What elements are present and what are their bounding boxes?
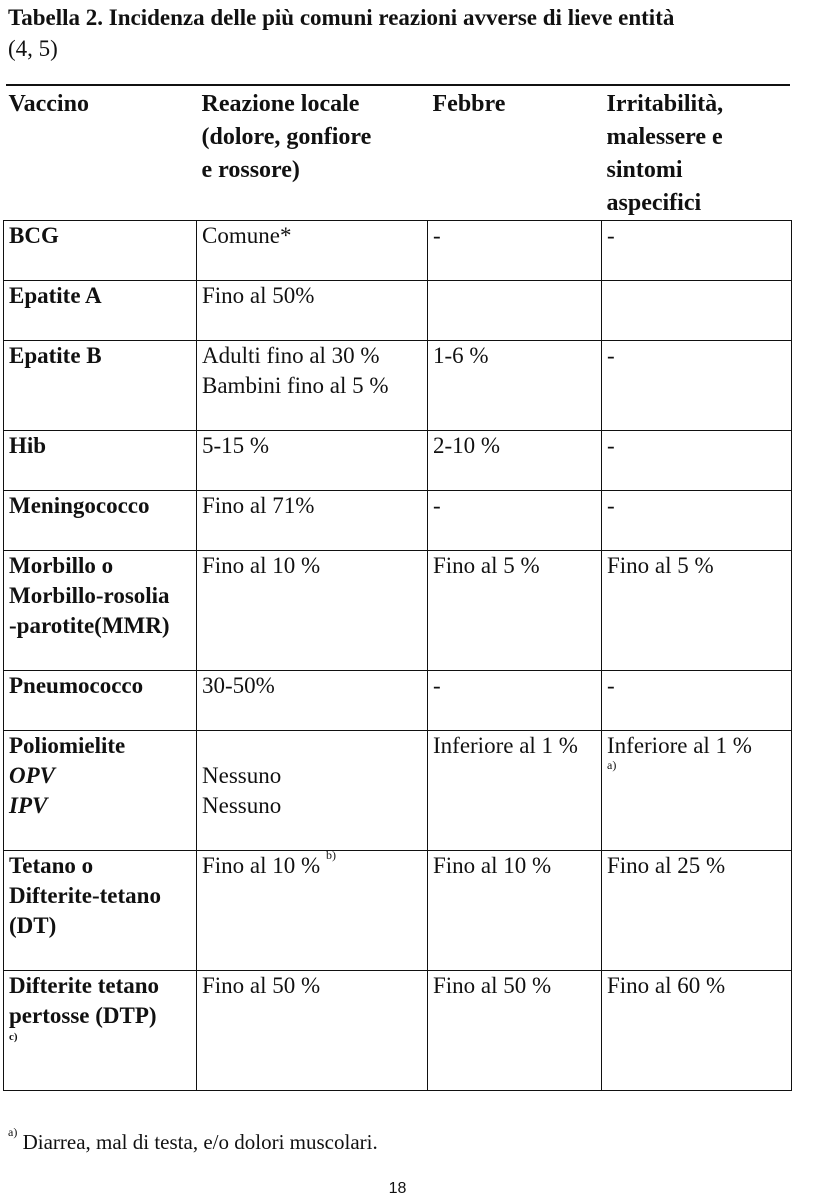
cell-irrit: [602, 281, 792, 341]
header-local-line: e rossore): [201, 157, 300, 183]
irrit-line: Fino al 5 %: [607, 553, 714, 578]
fever-line: -: [433, 493, 441, 518]
vaccine-line: BCG: [9, 223, 59, 248]
header-irrit-line: aspecifici: [606, 190, 702, 216]
irrit-line: -: [607, 493, 615, 518]
table-top-rule: [6, 84, 790, 86]
vaccine-variant: OPV: [9, 763, 55, 788]
local-line: Bambini fino al 5 %: [202, 373, 389, 398]
cell-fever: [428, 851, 602, 971]
vaccine-note-mark: c): [9, 1031, 18, 1043]
table-caption: [8, 2, 798, 64]
cell-vaccine: [4, 281, 197, 341]
cell-fever: [428, 551, 602, 671]
vaccine-line: Epatite B: [9, 343, 102, 368]
cell-vaccine: [4, 221, 197, 281]
cell-local: [197, 731, 428, 851]
table-row: [4, 671, 792, 731]
fever-line: Fino al 5 %: [433, 553, 540, 578]
fever-line: Inferiore al 1 %: [433, 733, 578, 758]
table-row: [4, 221, 792, 281]
footnote-mark: a): [8, 1125, 18, 1139]
cell-fever: [428, 671, 602, 731]
vaccine-line: pertosse (DTP): [9, 1003, 157, 1028]
irrit-line: -: [607, 433, 615, 458]
cell-irrit: [602, 341, 792, 431]
local-line: 30-50%: [202, 673, 275, 698]
fever-line: -: [433, 673, 441, 698]
cell-vaccine: [4, 431, 197, 491]
irrit-line: Fino al 60 %: [607, 973, 726, 998]
table-header-row: [4, 88, 792, 221]
local-line: Fino al 50%: [202, 283, 315, 308]
local-line: Fino al 50 %: [202, 973, 321, 998]
irrit-line: Fino al 25 %: [607, 853, 726, 878]
header-irrit-line: malessere e: [606, 124, 723, 150]
cell-vaccine: [4, 551, 197, 671]
header-local-line: (dolore, gonfiore: [201, 124, 372, 150]
header-irrit-line: sintomi: [606, 157, 683, 183]
cell-vaccine: [4, 731, 197, 851]
cell-local: [197, 281, 428, 341]
local-line: Comune*: [202, 223, 292, 248]
table-row: [4, 341, 792, 431]
local-note-mark: b): [325, 848, 336, 862]
irrit-line: -: [607, 223, 615, 248]
vaccine-line: Tetano o: [9, 853, 94, 878]
cell-irrit: [602, 221, 792, 281]
vaccine-line: Meningococco: [9, 493, 150, 518]
cell-irrit: [602, 851, 792, 971]
cell-fever: [428, 221, 602, 281]
caption-label: Tabella 2.: [8, 5, 104, 30]
vaccine-variant: IPV: [9, 793, 48, 818]
cell-local: [197, 221, 428, 281]
vaccine-line: Morbillo-rosolia: [9, 583, 170, 608]
cell-fever: [428, 491, 602, 551]
local-line: 5-15 %: [202, 433, 270, 458]
cell-vaccine: [4, 971, 197, 1091]
cell-local: [197, 341, 428, 431]
cell-vaccine: [4, 491, 197, 551]
local-line: Fino al 10 %: [202, 553, 321, 578]
table-row: [4, 851, 792, 971]
header-vaccine: Vaccino: [8, 91, 89, 117]
header-local-line: Reazione locale: [201, 91, 360, 117]
fever-line: 1-6 %: [433, 343, 489, 368]
vaccine-line: -parotite(MMR): [9, 613, 170, 638]
irrit-line: -: [607, 343, 615, 368]
table-row: [4, 731, 792, 851]
fever-line: 2-10 %: [433, 433, 501, 458]
local-line: [202, 731, 422, 761]
header-fever: Febbre: [432, 91, 506, 117]
cell-fever: [428, 731, 602, 851]
cell-local: [197, 971, 428, 1091]
cell-fever: [428, 341, 602, 431]
cell-irrit: [602, 491, 792, 551]
irrit-line: -: [607, 673, 615, 698]
page-number: 18: [388, 1180, 407, 1197]
cell-irrit: [602, 971, 792, 1091]
caption-refs: (4, 5): [8, 36, 58, 61]
cell-fever: [428, 281, 602, 341]
cell-irrit: [602, 731, 792, 851]
cell-fever: [428, 431, 602, 491]
table-row: [4, 281, 792, 341]
cell-irrit: [602, 431, 792, 491]
table-row: [4, 971, 792, 1091]
table-row: [4, 491, 792, 551]
vaccine-line: Difterite-tetano: [9, 883, 161, 908]
cell-local: [197, 848, 428, 971]
local-line: Nessuno: [202, 763, 282, 788]
cell-local: [197, 431, 428, 491]
cell-local: [197, 551, 428, 671]
fever-line: Fino al 10 %: [433, 853, 552, 878]
fever-line: -: [433, 223, 441, 248]
cell-fever: [428, 971, 602, 1091]
header-irritability: [602, 88, 792, 221]
header-irrit-line: Irritabilità,: [606, 91, 724, 117]
table-row: [4, 551, 792, 671]
table-row: [4, 431, 792, 491]
adverse-reactions-table: [3, 88, 792, 1091]
vaccine-line: Poliomielite: [9, 733, 126, 758]
cell-irrit: [602, 671, 792, 731]
local-line: Fino al 71%: [202, 493, 315, 518]
footnote: [8, 1125, 378, 1156]
vaccine-line: Hib: [9, 433, 47, 458]
caption-title: Incidenza delle più comuni reazioni avverse di lieve entità: [108, 5, 675, 30]
fever-line: Fino al 50 %: [433, 973, 552, 998]
cell-vaccine: [4, 671, 197, 731]
cell-vaccine: [4, 851, 197, 971]
cell-local: [197, 671, 428, 731]
cell-local: [197, 491, 428, 551]
vaccine-line: (DT): [9, 913, 57, 938]
local-line: Fino al 10 %: [202, 853, 321, 878]
local-line: Nessuno: [202, 793, 282, 818]
vaccine-line: Pneumococco: [9, 673, 144, 698]
local-line: Adulti fino al 30 %: [202, 343, 380, 368]
footnote-text: Diarrea, mal di testa, e/o dolori muscolari.: [22, 1130, 378, 1154]
vaccine-line: Difterite tetano: [9, 973, 160, 998]
cell-irrit: [602, 551, 792, 671]
vaccine-line: Epatite A: [9, 283, 102, 308]
irrit-line: Inferiore al 1 %: [607, 733, 752, 758]
irrit-note-mark: a): [607, 758, 617, 772]
vaccine-line: Morbillo o: [9, 553, 114, 578]
header-local-reaction: [197, 88, 428, 221]
cell-vaccine: [4, 341, 197, 431]
